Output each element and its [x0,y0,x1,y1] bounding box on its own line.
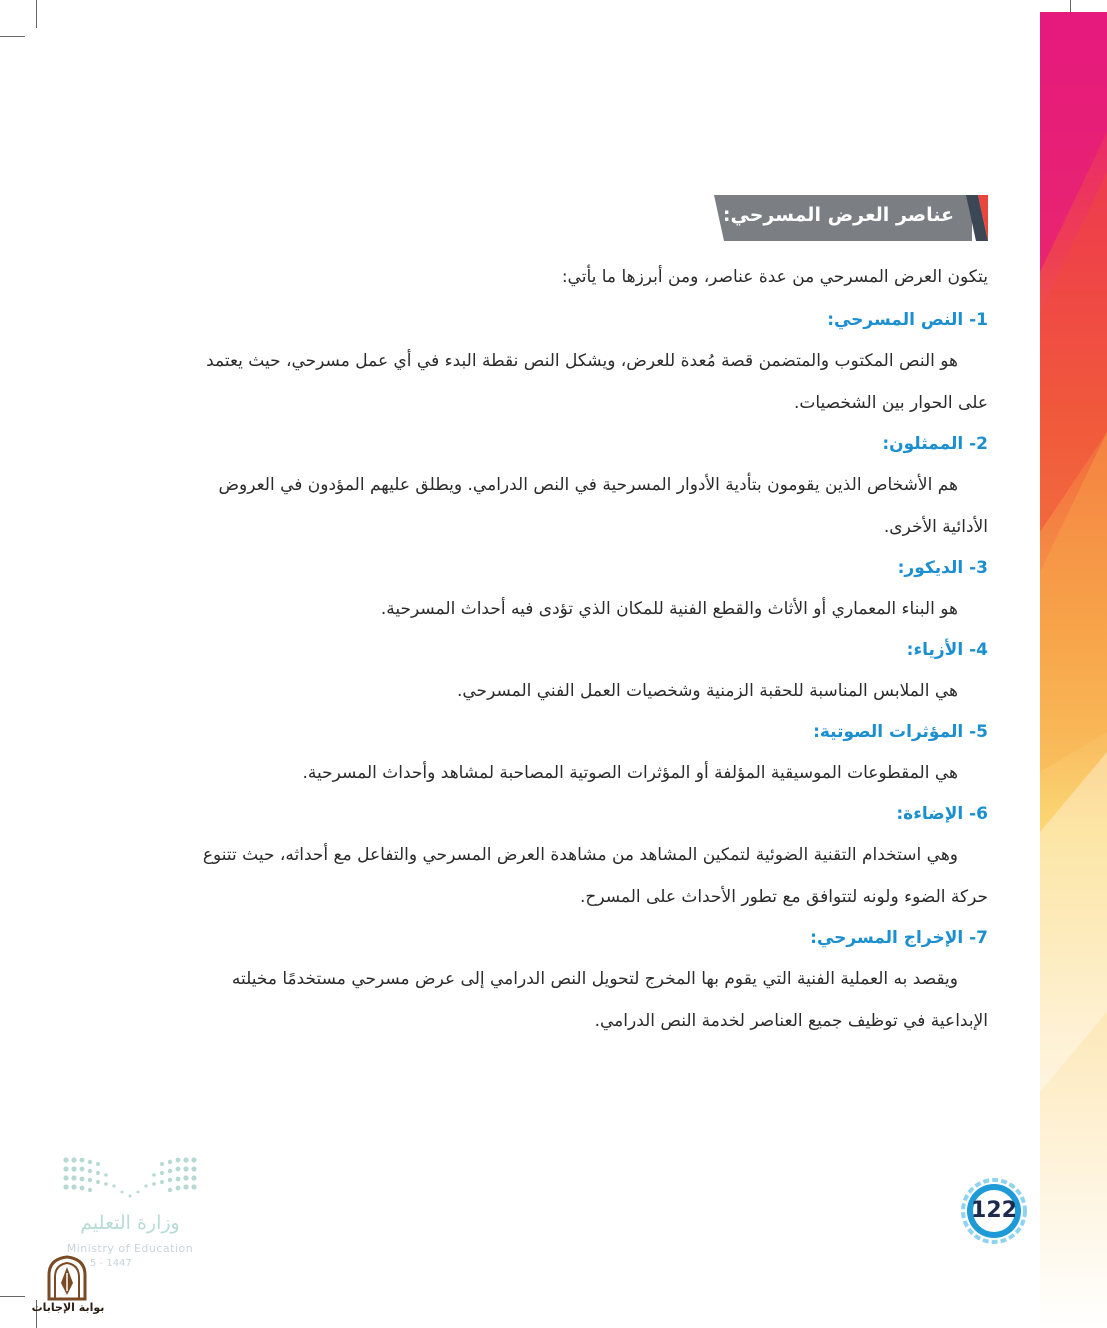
item-body [130,588,958,630]
item-heading: 5- المؤثرات الصوتية: [813,722,988,742]
ministry-name-ar: وزارة التعليم [80,1212,180,1234]
element-item [130,300,988,424]
item-body [130,340,988,424]
crop-mark-top-left-v [36,0,37,28]
main-content [130,258,988,1042]
item-body-line: هو النص المكتوب والمتضمن قصة مُعدة للعرض، ويشكل النص نقطة البدء في أي عمل مسرحي، حيث يعتمد [206,351,958,371]
item-body-line: ويقصد به العملية الفنية التي يقوم بها المخرج لتحويل النص الدرامي إلى عرض مسرحي مستخدمًا مخيلته [231,969,958,989]
item-heading: 3- الديكور: [897,558,988,578]
dotted-grid-logo-icon [62,1154,198,1204]
page-number: 122 [971,1198,1017,1223]
item-heading: 6- الإضاءة: [896,804,988,824]
item-body [130,752,958,794]
item-heading: 2- الممثلون: [882,434,988,454]
item-heading: 7- الإخراج المسرحي: [810,928,988,948]
item-body-line: هي الملابس المناسبة للحقبة الزمنية وشخصيات العمل الفني المسرحي. [456,681,958,701]
section-title-bar [714,195,988,241]
intro-paragraph: يتكون العرض المسرحي من عدة عناصر، ومن أبرزها ما يأتي: [561,267,988,287]
element-item [130,424,988,548]
item-body-line: هم الأشخاص الذين يقومون بتأدية الأدوار المسرحية في النص الدرامي. ويطلق عليهم المؤدون في العروض [218,475,958,495]
decorative-color-band [1040,12,1107,1328]
ministry-name-en: Ministry of Education [66,1242,194,1255]
item-body-line: الإبداعية في توظيف جميع العناصر لخدمة النص الدرامي. [594,1011,988,1031]
item-body-line: هي المقطوعات الموسيقية المؤلفة أو المؤثرات الصوتية المصاحبة لمشاهد وأحداث المسرحية. [302,763,958,783]
item-heading: 4- الأزياء: [906,640,988,660]
element-item [130,630,988,712]
item-body-line: وهي استخدام التقنية الضوئية لتمكين المشاهد من مشاهدة العرض المسرحي والتفاعل مع أحداثه، حيث تتنوع [202,845,958,865]
item-body [130,958,988,1042]
element-item [130,712,988,794]
item-body-line: على الحوار بين الشخصيات. [793,393,988,413]
crop-mark-top-left-h [0,36,25,37]
crop-mark-bottom-left-h [0,1296,25,1297]
element-item [130,918,988,1042]
item-body-line: هو البناء المعماري أو الأثاث والقطع الفنية للمكان الذي تؤدى فيه أحداث المسرحية. [380,599,958,619]
item-heading: 1- النص المسرحي: [827,310,988,330]
section-title: عناصر العرض المسرحي: [722,204,954,226]
item-body-line: حركة الضوء ولونه لتتوافق مع تطور الأحداث على المسرح. [579,887,988,907]
element-item [130,794,988,918]
ministry-logo [60,1150,200,1270]
edition-year: 5 - 1447 [90,1258,132,1269]
page-number-badge [958,1177,1030,1245]
element-item [130,548,988,630]
item-body-line: الأدائية الأخرى. [883,517,988,537]
gateway-watermark [28,1255,108,1319]
gateway-label: بوابة الإجابات [31,1301,105,1314]
arch-pen-logo-icon [44,1255,90,1301]
item-body [130,670,958,712]
item-body [130,834,988,918]
item-body [130,464,988,548]
